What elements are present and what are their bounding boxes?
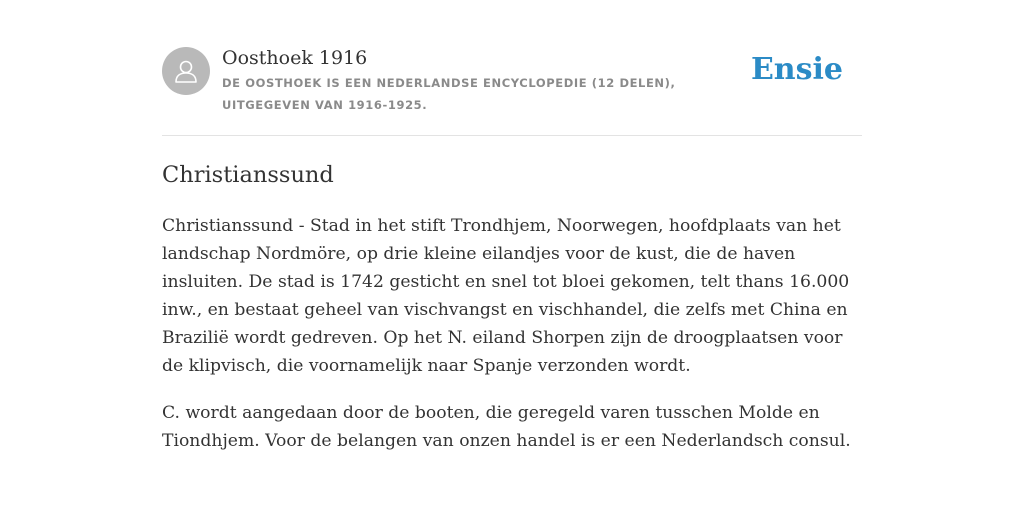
user-icon <box>172 57 200 85</box>
source-description: DE OOSTHOEK IS EEN NEDERLANDSE ENCYCLOPEDIE (12 DELEN), UITGEGEVEN VAN 1916-1925. <box>222 76 676 112</box>
article-title: Christianssund <box>162 162 334 188</box>
article-body <box>162 212 862 474</box>
ensie-logo-link[interactable]: Ensie <box>750 52 843 87</box>
source-avatar[interactable] <box>162 47 210 95</box>
article-paragraph: Christianssund - Stad in het stift Trondhjem, Noorwegen, hoofdplaats van het landschap Nordmöre, op drie kleine eilandjes voor de kust, die de haven insluiten. De stad is 1742 gesticht en snel tot bloei gekomen, telt thans 16.000 inw., en bestaat geheel van vischvangst en vischhandel, die zelfs met China en Brazilië wordt gedreven. Op het N. eiland Shorpen zijn de droogplaatsen voor de klipvisch, die voornamelijk naar Spanje verzonden wordt. <box>162 216 850 376</box>
source-header <box>162 46 862 116</box>
source-title[interactable]: Oosthoek 1916 <box>222 47 368 69</box>
header-divider <box>162 135 862 136</box>
article-paragraph: C. wordt aangedaan door de booten, die geregeld varen tusschen Molde en Tiondhjem. Voor de belangen van onzen handel is er een Nederlandsch consul. <box>162 403 851 451</box>
